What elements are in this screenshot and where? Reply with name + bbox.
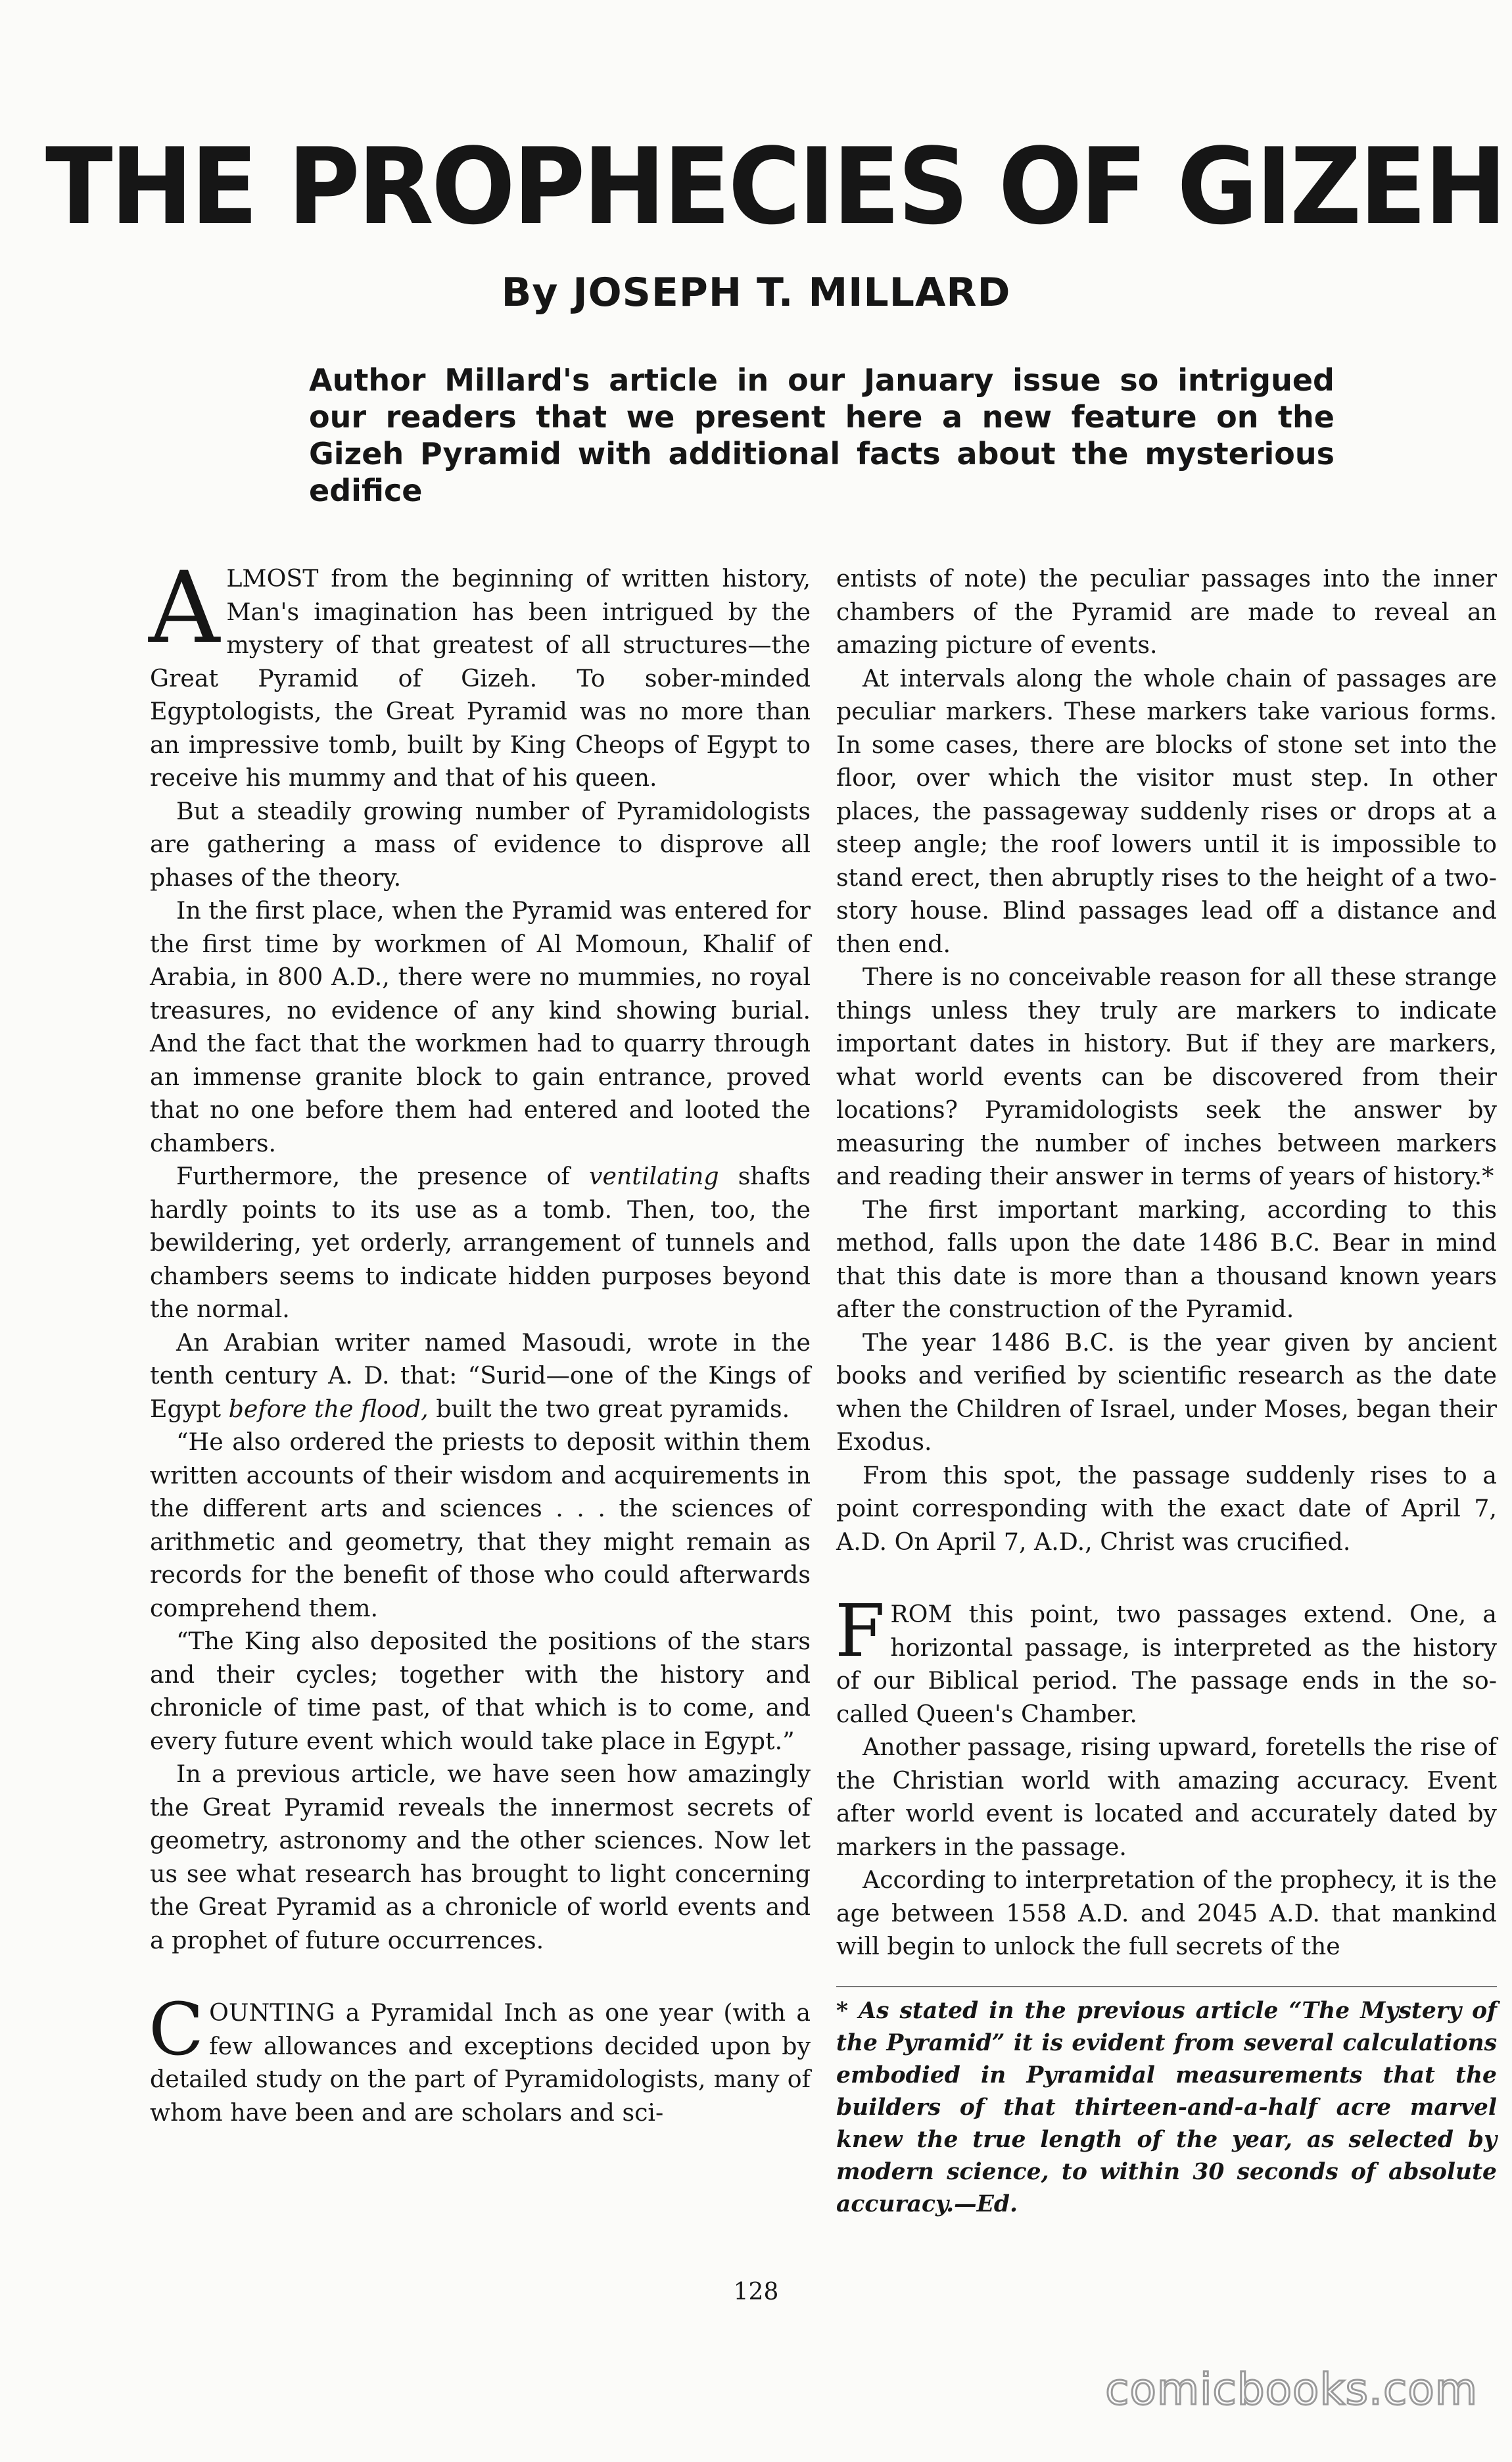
paragraph: In the first place, when the Pyramid was entered for the first time by workmen of Al Momoun, Khalif of Arabia, in 800 A.D., there were no mummies, no royal treasures, no evidence of any kind showing burial. And the fact that the workmen had to quarry through an immense granite block to gain entrance, proved that no one before them had entered and looted the chambers. (150, 896, 811, 1157)
paragraph: The first important marking, according to this method, falls upon the date 1486 B.C. Bear in mind that this date is more than a thousand known years after the construction of the Pyramid. (836, 1195, 1497, 1323)
paragraph (835, 1589, 1497, 1731)
page-number: 128 (733, 2279, 779, 2305)
paragraph: In a previous article, we have seen how amazingly the Great Pyramid reveals the innermost secrets of geometry, astronomy and the other sciences. Now let us see what research has brought to light concerning the Great Pyramid as a chronicle of world events and a prophet of future occurrences. (150, 1760, 811, 1954)
emphasis: before the flood, (228, 1394, 429, 1423)
paragraph: At intervals along the whole chain of passages are peculiar markers. These markers take various forms. In some cases, there are blocks of stone set into the floor, over which the visitor must step. In other places, the passageway suddenly rises or drops at a steep angle; the roof lowers until it is impossible to stand erect, then abruptly rises to the height of a two-story house. Blind passages lead off a distance and then end. (836, 664, 1497, 958)
drop-cap: F (835, 1589, 886, 1673)
paragraph: The year 1486 B.C. is the year given by ancient books and verified by scientific research as the date when the Children of Israel, under Moses, began their Exodus. (836, 1328, 1497, 1456)
article-deck: Author Millard's article in our January issue so intrigued our readers that we present here a new feature on the Gizeh Pyramid with additional facts about the mysterious edifice (309, 362, 1335, 508)
paragraph (149, 1987, 811, 2129)
emphasis: ventilating (588, 1162, 719, 1190)
footnote: * As stated in the previous article “The Mystery of the Pyramid” it is evident from several calculations embodied in Pyramidal measurements that the builders of that thirteen-and-a-half acre marvel knew the true length of the year, as selected by modern science, to within 30 seconds of absolute accuracy.—Ed. (836, 1986, 1497, 2221)
paragraph-text: built the two great pyramids. (428, 1394, 790, 1423)
paragraph (150, 1326, 811, 1426)
paragraph-text: An Arabian writer named Masoudi, wrote in the tenth century A. D. that: “Surid—one of the Kings of Egypt (150, 1328, 811, 1423)
paragraph (150, 1160, 811, 1326)
paragraph: “The King also deposited the positions of the stars and their cycles; together with the history and chronicle of time past, of that which is to come, and every future event which would take place in Egypt.” (150, 1627, 811, 1755)
paragraph: There is no conceivable reason for all these strange things unless they truly are markers to indicate important dates in history. But if they are markers, what world events can be discovered from their locations? Pyramidologists seek the answer by measuring the number of inches between markers and reading their answer in terms of years of history.* (836, 963, 1497, 1190)
watermark: comicbooks.com (1105, 2364, 1478, 2415)
paragraph-text: LMOST from the beginning of written history, Man's imagination has been intrigued by the mystery of that greatest of all structures—the Great Pyramid of Gizeh. To sober-minded Egyptologists, the Great Pyramid was no more than an impressive tomb, built by King Cheops of Egypt to receive his mummy and that of his queen. (150, 564, 811, 792)
byline: By JOSEPH T. MILLARD (501, 270, 1011, 316)
paragraph (149, 551, 811, 795)
article-title: THE PROPHECIES OF GIZEH (45, 125, 1505, 248)
paragraph-text: Furthermore, the presence of (176, 1162, 589, 1190)
drop-cap: C (149, 1987, 204, 2071)
paragraph-text: shafts hardly points to its use as a tomb. Then, too, the bewildering, yet orderly, arrangement of tunnels and chambers seems to indicate hidden purposes beyond the normal. (150, 1162, 811, 1323)
drop-cap: A (149, 551, 220, 665)
left-column (149, 551, 811, 2129)
paragraph: Another passage, rising upward, foretells the rise of the Christian world with amazing accuracy. Event after world event is located and accurately dated by markers in the passage. (836, 1733, 1497, 1861)
paragraph: entists of note) the peculiar passages into the inner chambers of the Pyramid are made to reveal an amazing picture of events. (836, 564, 1497, 659)
paragraph: From this spot, the passage suddenly rises to a point corresponding with the exact date of April 7, A.D. On April 7, A.D., Christ was crucified. (836, 1460, 1497, 1556)
right-column (836, 562, 1497, 2221)
paragraph: According to interpretation of the prophecy, it is the age between 1558 A.D. and 2045 A.D. that mankind will begin to unlock the full secrets of the (836, 1866, 1497, 1960)
paragraph: “He also ordered the priests to deposit within them written accounts of their wisdom and acquirements in the different arts and sciences . . . the sciences of arithmetic and geometry, that they might remain as records for the benefit of those who could afterwards comprehend them. (150, 1428, 811, 1622)
paragraph-text: ROM this point, two passages extend. One, a horizontal passage, is interpreted as the history of our Biblical period. The passage ends in the so-called Queen's Chamber. (836, 1600, 1497, 1728)
paragraph: But a steadily growing number of Pyramidologists are gathering a mass of evidence to disprove all phases of the theory. (150, 796, 811, 892)
paragraph-text: OUNTING a Pyramidal Inch as one year (with a few allowances and exceptions decided upon by detailed study on the part of Pyramidologists, many of whom have been and are scholars and sci- (150, 1998, 811, 2127)
